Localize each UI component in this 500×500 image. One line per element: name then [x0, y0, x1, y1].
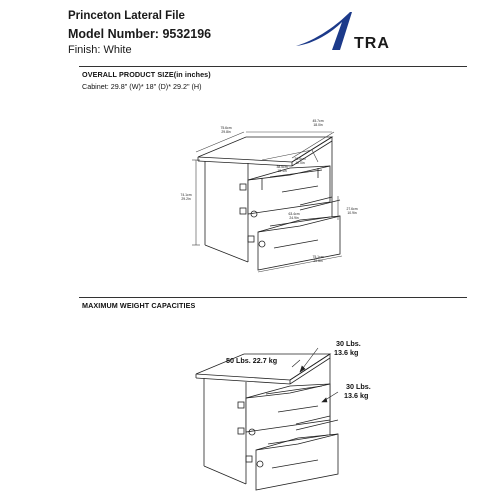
dim-width-label: 75.6cm 29.8in	[220, 126, 232, 134]
finish-text: Finish: White	[68, 44, 132, 56]
drawer2-weight-lbs: 30 Lbs.	[346, 382, 371, 391]
model-number: Model Number: 9532196	[68, 27, 212, 41]
product-title: Princeton Lateral File	[68, 10, 185, 22]
logo-text: TRA	[354, 35, 390, 52]
top-weight-capacity: 50 Lbs. 22.7 kg	[226, 356, 278, 365]
dim-height-label: 74.1cm 29.2in	[180, 193, 192, 201]
dim-drawer-w-label: 63.4cm 24.9in	[288, 212, 300, 220]
drawer2-weight-kg: 13.6 kg	[344, 391, 369, 400]
weight-heading: MAXIMUM WEIGHT CAPACITIES	[82, 301, 196, 310]
drawer1-weight-kg: 13.6 kg	[334, 348, 359, 357]
dim-depth-label: 45.7cm 18.0in	[312, 119, 324, 127]
dim-bottom-w-label: 75.1cm 29.6in	[312, 255, 324, 263]
overall-size-heading: OVERALL PRODUCT SIZE(in inches)	[82, 70, 211, 79]
drawer1-weight-lbs: 30 Lbs.	[336, 339, 361, 348]
dim-side-h-label: 27.6cm 10.9in	[346, 207, 358, 215]
dim-drawer-inner-label: 38.5cm 15.1in	[276, 165, 288, 173]
dim-drawer-d-label: 30.5cm 12.0in	[294, 157, 306, 165]
cabinet-dimensions: Cabinet: 29.8" (W)* 18" (D)* 29.2" (H)	[82, 82, 202, 91]
